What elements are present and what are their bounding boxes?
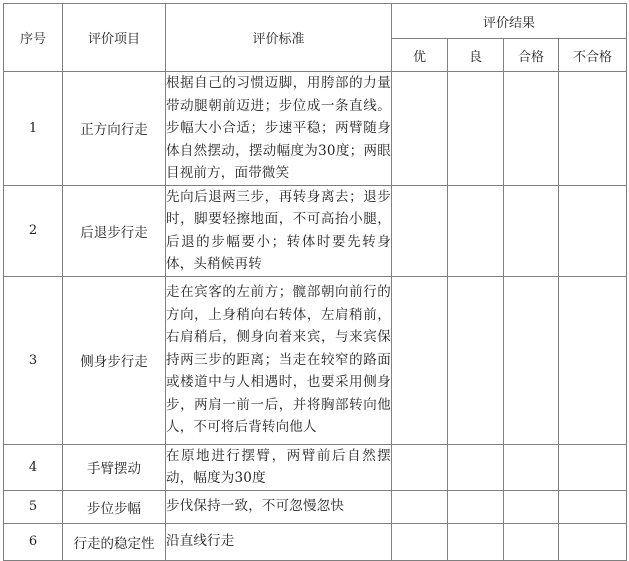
result-cell [448,523,504,560]
table-row [4,444,627,490]
header-seq: 序号 [4,4,63,72]
row-standard: 先向后退两三步，再转身离去；退步时，脚要轻擦地面，不可高抬小腿，后退的步幅要小；转体时要先转身体，头稍候再转 [166,185,392,276]
result-cell [559,185,627,276]
result-cell [504,523,559,560]
row-item: 手臂摆动 [63,444,166,490]
result-cell [392,185,448,276]
header-item: 评价项目 [63,4,166,72]
row-item: 后退步行走 [63,185,166,276]
result-cell [448,490,504,523]
result-cell [504,444,559,490]
row-standard: 步伐保持一致，不可忽慢忽快 [166,490,392,523]
row-standard: 根据自己的习惯迈脚，用胯部的力量带动腿朝前迈进；步位成一条直线。步幅大小合适；步速平稳；两臂随身体自然摆动，摆动幅度为30度；两眼目视前方，面带微笑 [166,72,392,186]
result-cell [504,72,559,186]
header-result-fail: 不合格 [559,39,627,72]
row-seq: 1 [4,72,63,186]
result-cell [504,490,559,523]
table-row [4,523,627,560]
row-item: 步位步幅 [63,490,166,523]
result-cell [392,523,448,560]
row-seq: 6 [4,523,63,560]
result-cell [392,72,448,186]
result-cell [448,276,504,444]
result-cell [559,523,627,560]
row-item: 行走的稳定性 [63,523,166,560]
result-cell [504,185,559,276]
header-standard: 评价标准 [166,4,392,72]
row-standard: 走在宾客的左前方；髋部朝向前行的方向，上身稍向右转体，左肩稍前，右肩稍后，侧身向着来宾，与来宾保持两三步的距离；当走在较窄的路面或楼道中与人相遇时，也要采用侧身步，两肩一前一后，并将胸部转向他人，不可将后背转向他人 [166,276,392,444]
row-standard: 沿直线行走 [166,523,392,560]
result-cell [392,276,448,444]
table-row [4,276,627,444]
result-cell [392,490,448,523]
table-row [4,185,627,276]
result-cell [559,444,627,490]
row-item: 正方向行走 [63,72,166,186]
header-result-group: 评价结果 [392,4,627,39]
row-seq: 3 [4,276,63,444]
result-cell [448,72,504,186]
result-cell [504,276,559,444]
result-cell [448,444,504,490]
table-row [4,72,627,186]
row-seq: 2 [4,185,63,276]
row-standard: 在原地进行摆臂，两臂前后自然摆动，幅度为30度 [166,444,392,490]
evaluation-table [3,3,627,561]
result-cell [448,185,504,276]
row-seq: 5 [4,490,63,523]
table-row [4,490,627,523]
result-cell [559,72,627,186]
header-result-good: 良 [448,39,504,72]
result-cell [392,444,448,490]
row-item: 侧身步行走 [63,276,166,444]
result-cell [559,276,627,444]
row-seq: 4 [4,444,63,490]
result-cell [559,490,627,523]
header-result-excellent: 优 [392,39,448,72]
header-result-pass: 合格 [504,39,559,72]
